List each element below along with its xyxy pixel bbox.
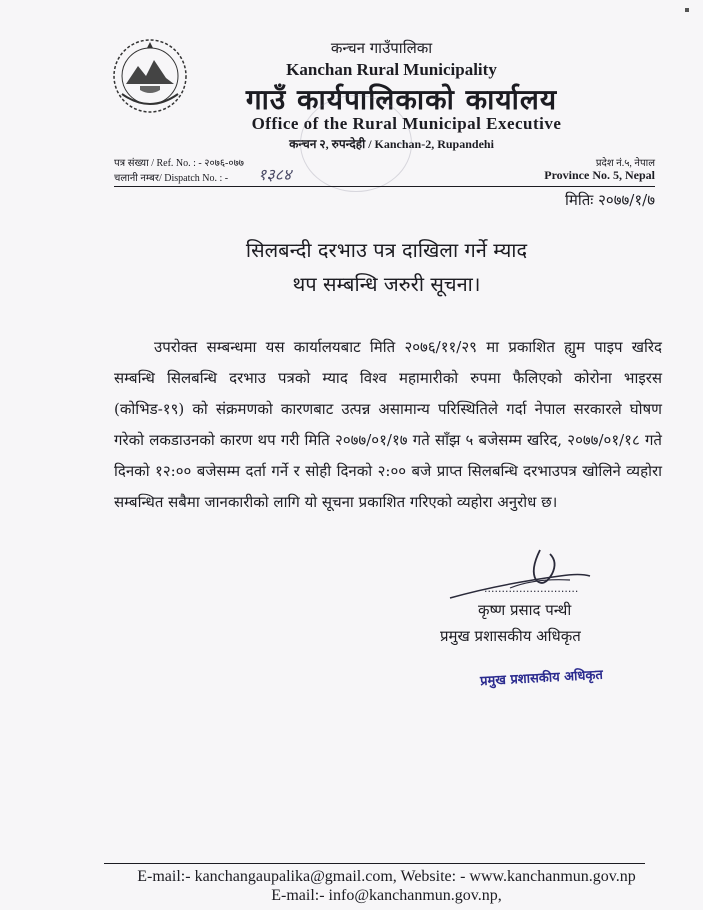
header-divider <box>114 186 655 187</box>
office-name-english: Office of the Rural Municipal Executive <box>251 114 562 133</box>
svg-text:...........................: ........................... <box>484 582 579 595</box>
municipality-name-english: Kanchan Rural Municipality <box>286 60 497 79</box>
designation-stamp: प्रमुख प्रशासकीय अधिकृत <box>479 667 604 690</box>
scan-speck <box>685 8 689 12</box>
faint-office-seal <box>300 95 412 192</box>
notice-body: उपरोक्त सम्बन्धमा यस कार्यालयबाट मिति २०७६/११/२९ मा प्रकाशित ह्युम पाइप खरिद सम्बन्धि सिलबन्धि दरभाउ पत्रको म्याद विश्व महामारीको रुपमा फैलिएको कोरोना भाइरस (कोभिड-१९) को संक्रमणको कारणबाट उत्पन्न असामान्य परिस्थितिले गर्दा नेपाल सरकारले घोषण गरेको लकडाउनको कारण थप गरी मिति २०७७/०१/१७ गते साँझ ५ बजेसम्म खरिद, २०७७/०१/१८ गते दिनको १२:०० बजेसम्म दर्ता गर्ने र सोही दिनको २:०० बजे प्राप्त सिलबन्धि दरभाउपत्र खोलिने व्यहोरा सम्बन्धित सबैमा जानकारीको लागि यो सूचना प्रकाशित गरिएको व्यहोरा अनुरोध छ। <box>114 338 662 511</box>
notice-title-line2: थप सम्बन्धि जरुरी सूचना। <box>292 272 481 296</box>
footer-contact-line1: E-mail:- kanchangaupalika@gmail.com, Website: - www.kanchanmun.gov.np <box>137 868 636 885</box>
province-nepali: प्रदेश नं.५, नेपाल <box>595 158 655 169</box>
dispatch-number-label: चलानी नम्बर/ Dispatch No. : - <box>114 173 229 184</box>
notice-title-line1: सिलबन्दी दरभाउ पत्र दाखिला गर्ने म्याद <box>245 238 528 262</box>
signatory-designation: प्रमुख प्रशासकीय अधिकृत <box>440 627 581 645</box>
municipality-name-nepali: कन्चन गाउँपालिका <box>330 39 433 57</box>
province-english: Province No. 5, Nepal <box>544 168 655 182</box>
letter-date: मितिः २०७७/१/७ <box>565 191 655 209</box>
footer-contact-line2: E-mail:- info@kanchanmun.gov.np, <box>271 887 502 904</box>
footer-divider <box>104 863 645 864</box>
office-address: कन्चन २, रुपन्देही / Kanchan-2, Rupandehi <box>289 137 494 151</box>
office-name-nepali: गाउँ कार्यपालिकाको कार्यालय <box>245 83 558 116</box>
dispatch-number-handwritten: १३८४ <box>258 165 292 184</box>
signatory-name: कृष्ण प्रसाद पन्थी <box>478 601 572 619</box>
reference-number: पत्र संख्या / Ref. No. : - २०७६-०७७ <box>114 158 244 169</box>
